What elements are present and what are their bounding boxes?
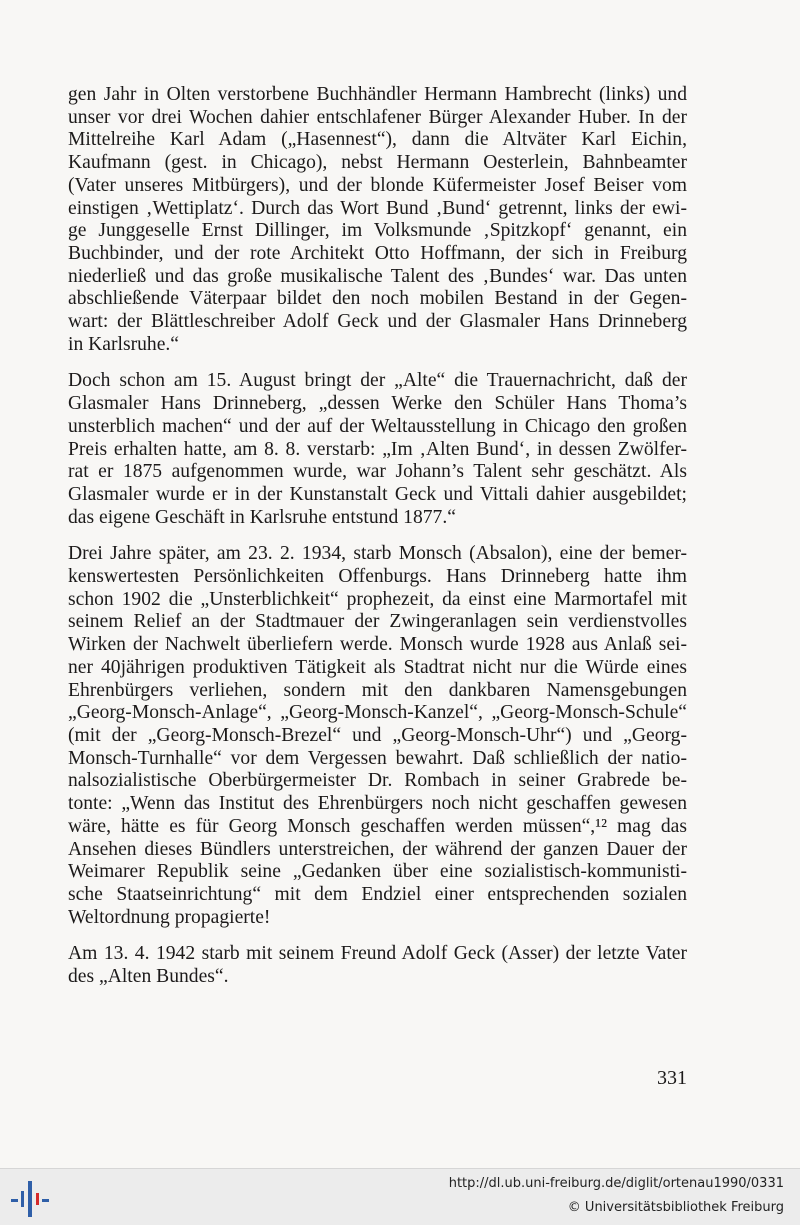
text-line: Mittelreihe Karl Adam („Hasennest“), dann die Altväter Karl Eichin, [68, 129, 687, 151]
text-line: ner 40jährigen produktiven Tätigkeit als Stadtrat nicht nur die Würde eines [68, 656, 687, 678]
text-line: Drei Jahre später, am 23. 2. 1934, starb Monsch (Absalon), eine der bemer- [68, 543, 687, 565]
text-line: schon 1902 die „Unsterblichkeit“ prophezeit, da einst eine Marmortafel mit [68, 588, 687, 610]
text-line: einstigen ‚Wettiplatz‘. Durch das Wort Bund ‚Bund‘ getrennt, links der ewi- [68, 197, 687, 219]
text-line: (Vater unseres Mitbürgers), und der blonde Küfermeister Josef Beiser vom [68, 174, 687, 196]
text-line: rat er 1875 aufgenommen wurde, war Johann’s Talent sehr geschätzt. Als [68, 461, 687, 483]
copyright-notice: © Universitätsbibliothek Freiburg [567, 1200, 784, 1215]
text-line: unsterblich machen“ und der auf der Weltausstellung in Chicago den großen [68, 415, 687, 437]
text-line: Am 13. 4. 1942 starb mit seinem Freund Adolf Geck (Asser) der letzte Vater [68, 943, 687, 965]
text-line: „Georg-Monsch-Anlage“, „Georg-Monsch-Kanzel“, „Georg-Monsch-Schule“ [68, 702, 687, 724]
text-line: in Karlsruhe.“ [68, 333, 179, 355]
text-line: sche Staatseinrichtung“ mit dem Endziel einer entsprechenden sozialen [68, 883, 687, 905]
text-line: Glasmaler Hans Drinneberg, „dessen Werke den Schüler Hans Thoma’s [68, 393, 687, 415]
text-line: das eigene Geschäft in Karlsruhe entstund 1877.“ [68, 506, 456, 528]
viewer-footer [0, 1168, 800, 1225]
text-line: des „Alten Bundes“. [68, 966, 229, 988]
body-text [68, 84, 687, 1003]
text-line: Glasmaler wurde er in der Kunstanstalt Geck und Vittali dahier ausgebildet; [68, 483, 687, 505]
text-line: Monsch-Turnhalle“ vor dem Vergessen bewahrt. Daß schließlich der natio- [68, 747, 687, 769]
permalink-url[interactable]: http://dl.ub.uni-freiburg.de/diglit/ortenau1990/0331 [448, 1176, 784, 1191]
text-line: seinem Relief an der Stadtmauer der Zwingeranlagen sein verdienstvolles [68, 611, 687, 633]
text-line: gen Jahr in Olten verstorbene Buchhändler Hermann Hambrecht (links) und [68, 84, 687, 105]
text-line: wart: der Blättleschreiber Adolf Geck und der Glasmaler Hans Drinneberg [68, 311, 687, 333]
text-line: (mit der „Georg-Monsch-Brezel“ und „Georg-Monsch-Uhr“) und „Georg- [68, 724, 687, 746]
text-line: wäre, hätte es für Georg Monsch geschaffen werden müssen“,¹² mag das [68, 815, 687, 837]
text-line: kenswertesten Persönlichkeiten Offenburgs. Hans Drinneberg hatte ihm [68, 566, 687, 588]
text-line: niederließ und das große musikalische Talent des ‚Bundes‘ war. Das unten [68, 265, 687, 287]
text-line: Weltordnung propagierte! [68, 906, 271, 928]
text-line: Ansehen dieses Bündlers unterstreichen, der während der ganzen Dauer der [68, 838, 687, 860]
text-line: Preis erhalten hatte, am 8. 8. verstarb: „Im ‚Alten Bund‘, in dessen Zwölfer- [68, 438, 687, 460]
paragraph [68, 84, 687, 356]
text-line: abschließende Väterpaar bildet den noch mobilen Bestand in der Gegen- [68, 288, 687, 310]
paragraph [68, 543, 687, 929]
text-line: Ehrenbürgers verliehen, sondern mit den dankbaren Namensgebungen [68, 679, 687, 701]
text-line: Kaufmann (gest. in Chicago), nebst Hermann Oesterlein, Bahnbeamter [68, 152, 687, 174]
text-line: ge Junggeselle Ernst Dillinger, im Volksmunde ‚Spitzkopf‘ genannt, ein [68, 220, 687, 242]
text-line: nalsozialistische Oberbürgermeister Dr. Rombach in seiner Grabrede be- [68, 770, 687, 792]
library-logo-icon [8, 1179, 54, 1219]
paragraph [68, 370, 687, 529]
text-line: unser vor drei Wochen dahier entschlafener Bürger Alexander Huber. In der [68, 106, 687, 128]
text-line: Buchbinder, und der rote Architekt Otto Hoffmann, der sich in Freiburg [68, 242, 687, 264]
text-line: Weimarer Republik seine „Gedanken über eine sozialistisch-kommunisti- [68, 861, 687, 883]
text-line: Wirken der Nachwelt überliefern werde. Monsch wurde 1928 aus Anlaß sei- [68, 634, 687, 656]
paragraph [68, 943, 687, 988]
text-line: tonte: „Wenn das Institut des Ehrenbürgers noch nicht geschaffen gewesen [68, 793, 687, 815]
page-number: 331 [657, 1067, 687, 1089]
text-line: Doch schon am 15. August bringt der „Alte“ die Trauernachricht, daß der [68, 370, 687, 392]
